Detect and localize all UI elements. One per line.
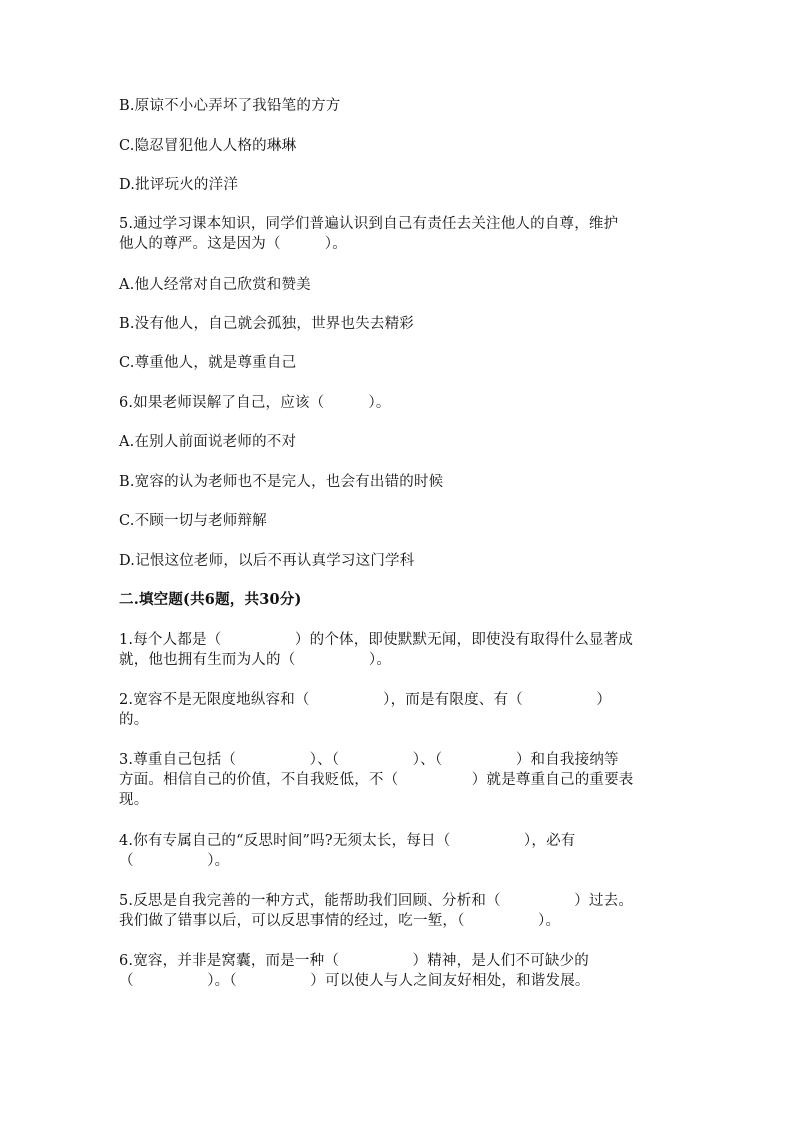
q4-option-c: C.隐忍冒犯他人人格的琳琳 (119, 138, 297, 154)
q6-option-c: C.不顾一切与老师辩解 (119, 513, 267, 529)
fill-q6-line2: （ ）。（ ）可以使人与人之间友好相处，和谐发展。 (119, 973, 590, 989)
fill-q3-line1: 3.尊重自己包括（ ）、（ ）、（ ）和自我接纳等 (119, 752, 619, 768)
q6-stem: 6.如果老师误解了自己，应该（ ）。 (119, 395, 391, 411)
section-heading: 二.填空题(共6题，共30分) (119, 591, 302, 608)
fill-q6-line1: 6.宽容，并非是窝囊，而是一种（ ）精神，是人们不可缺少的 (119, 953, 589, 969)
fill-q1-line2: 就，他也拥有生而为人的（ ）。 (119, 652, 392, 668)
q5-option-c: C.尊重他人，就是尊重自己 (119, 355, 297, 371)
q4-option-b: B.原谅不小心弄坏了我铅笔的方方 (119, 98, 341, 114)
fill-q2-line2: 的。 (119, 712, 149, 728)
q5-option-a: A.他人经常对自己欣赏和赞美 (119, 277, 311, 293)
fill-q1-line1: 1.每个人都是（ ）的个体，即使默默无闻，即使没有取得什么显著成 (119, 632, 634, 648)
fill-q4-line1: 4.你有专属自己的“反思时间”吗?无须太长，每日（ ），必有 (119, 833, 576, 849)
q6-option-d: D.记恨这位老师，以后不再认真学习这门学科 (119, 553, 415, 569)
fill-q4-line2: （ ）。 (119, 853, 230, 869)
q6-option-b: B.宽容的认为老师也不是完人，也会有出错的时候 (119, 474, 444, 490)
q5-stem-line2: 他人的尊严。这是因为（ ）。 (119, 236, 347, 252)
fill-q5-line2: 我们做了错事以后，可以反思事情的经过，吃一堑，（ ）。 (119, 913, 561, 929)
fill-q2-line1: 2.宽容不是无限度地纵容和（ ），而是有限度、有（ ） (119, 692, 612, 708)
fill-q3-line2: 方面。相信自己的价值，不自我贬低，不（ ）就是尊重自己的重要表 (119, 772, 634, 788)
q6-option-a: A.在别人前面说老师的不对 (119, 434, 297, 450)
q5-option-b: B.没有他人，自己就会孤独，世界也失去精彩 (119, 316, 414, 332)
q4-option-d: D.批评玩火的洋洋 (119, 177, 239, 193)
q5-stem-line1: 5.通过学习课本知识，同学们普遍认识到自己有责任去关注他人的自尊，维护 (119, 216, 619, 232)
fill-q3-line3: 现。 (119, 792, 149, 808)
fill-q5-line1: 5.反思是自我完善的一种方式，能帮助我们回顾、分析和（ ）过去。 (119, 893, 634, 909)
